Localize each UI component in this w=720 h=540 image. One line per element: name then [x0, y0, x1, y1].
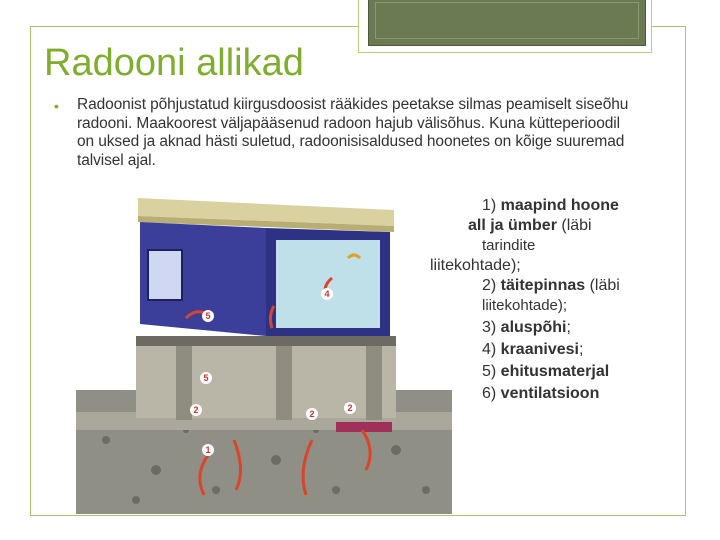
source-line: 3) aluspõhi;	[482, 319, 571, 336]
source-line: 5) ehitusmaterjal	[482, 363, 610, 380]
floor-slab	[136, 336, 396, 346]
radon-house-illustration	[76, 190, 452, 514]
source-line: 1) maapind hoone	[482, 197, 619, 214]
source-line: 6) ventilatsioon	[482, 385, 600, 402]
decorative-header-panel	[368, 0, 646, 46]
bullet-marker: •	[54, 98, 59, 114]
window	[148, 250, 182, 300]
source-line: 4) kraanivesi;	[482, 341, 584, 358]
source-line: 2) täitepinnas (läbi	[482, 277, 620, 294]
marker-2-a: 2	[190, 404, 202, 416]
marker-2-c: 2	[344, 402, 356, 414]
marker-1: 1	[202, 444, 214, 456]
crawl-space-wall	[136, 346, 396, 418]
marker-5-lower: 5	[200, 372, 212, 384]
source-line: all ja ümber (läbi	[468, 217, 592, 234]
marker-2-b: 2	[306, 408, 318, 420]
source-line: tarindite	[482, 237, 536, 254]
marker-4: 4	[321, 288, 333, 300]
bullet-paragraph: Radoonist põhjustatud kiirgusdoosist rääkides peetakse silmas peamiselt siseõhu radooni. Maakoorest väljapääsenud radoon hajub välisõhus. Kuna kütteperioodil on uksed ja aknad hästi suletud, radoonisisaldused hoonetes on kõige suuremad talvisel ajal.	[77, 96, 629, 169]
column	[366, 346, 382, 420]
radon-sources-list	[430, 196, 670, 404]
house-diagram	[76, 190, 452, 514]
source-line: liitekohtade);	[482, 297, 568, 314]
marker-5-upper: 5	[202, 310, 214, 322]
column	[276, 346, 292, 420]
slide-title: Radooni allikad	[44, 42, 304, 84]
source-line: liitekohtade);	[430, 257, 521, 274]
